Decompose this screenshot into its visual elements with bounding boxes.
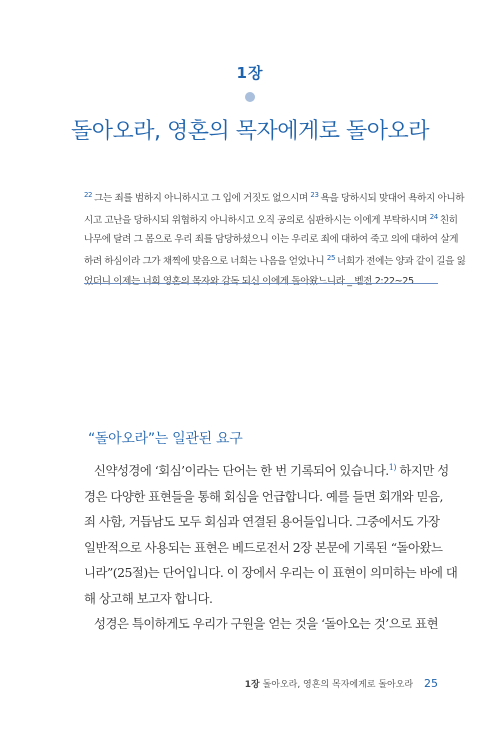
chapter-number: 1장 — [236, 64, 264, 82]
scripture-text: 그는 죄를 범하지 아니하시고 그 입에 거짓도 없으시며 — [94, 193, 311, 205]
verse-number: 22 — [84, 191, 93, 199]
chapter-title: 돌아오라, 영혼의 목자에게로 돌아오라 — [70, 119, 429, 144]
footer-chapter-title: 돌아오라, 영혼의 목자에게로 돌아오라 — [262, 680, 414, 690]
verse-number: 25 — [326, 254, 335, 263]
scripture-text: 나무에 달려 그 몸으로 우리 죄를 담당하셨으니 이는 우리로 죄에 대하여 죽고 의에 대하여 살게 — [84, 234, 459, 246]
body-text — [84, 455, 458, 637]
body-text-run: 죄 사함, 거듭남도 모두 회심과 연결된 용어들입니다. 그중에서도 가장 — [84, 514, 440, 530]
verse-number: 23 — [310, 191, 319, 199]
section-heading: “돌아오라”는 일관된 요구 — [88, 431, 243, 447]
scripture-text: 너희가 전에는 양과 같이 길을 잃 — [337, 256, 466, 268]
footnote-marker[interactable]: 1) — [388, 463, 396, 472]
body-text-run: 해 상고해 보고자 합니다. — [84, 590, 213, 606]
body-text-run: 일반적으로 사용되는 표현은 베드로전서 2장 본문에 기록된 “돌아왔느 — [84, 539, 443, 555]
body-text-run: 하지만 성 — [395, 463, 449, 479]
scripture-text: 욕을 당하시되 맞대어 욕하지 아니하 — [320, 193, 465, 205]
body-line — [84, 560, 458, 586]
body-line — [84, 455, 449, 484]
page-footer — [245, 677, 438, 690]
body-text-run: 신약성경에 ‘회심’이라는 단어는 한 번 기록되어 있습니다. — [94, 463, 389, 479]
chapter-dot-ornament — [245, 92, 255, 102]
scripture-line — [84, 249, 466, 271]
scripture-text: 었더니 이제는 너희 영혼의 목자와 감독 되신 이에게 돌아왔느니라 _ 벧전 2:22~25 — [84, 275, 414, 287]
body-text-run: 경은 다양한 표현들을 통해 회심을 언급합니다. 예를 들면 회개와 믿음, — [84, 488, 443, 504]
scripture-text: 친히 — [439, 215, 458, 227]
body-text-run: 성경은 특이하게도 우리가 구원을 얻는 것을 ‘돌아오는 것’으로 표현 — [94, 616, 439, 632]
body-line — [84, 611, 438, 637]
body-text-run: 니라”(25절)는 단어입니다. 이 장에서 우리는 이 표현이 의미하는 바에 대 — [84, 565, 458, 581]
scripture-line — [84, 230, 459, 249]
scripture-line — [84, 186, 465, 208]
body-line — [84, 535, 443, 561]
body-line — [84, 484, 443, 510]
scripture-line — [84, 272, 438, 291]
verse-number: 24 — [429, 213, 438, 222]
scripture-passage — [84, 186, 466, 291]
scripture-line — [84, 208, 458, 230]
body-line — [84, 586, 438, 612]
page-number: 25 — [424, 677, 438, 690]
section-divider — [84, 283, 438, 284]
footer-chapter-label: 1장 — [244, 680, 260, 690]
body-line — [84, 509, 438, 535]
scripture-text: 시고 고난을 당하시되 위협하지 아니하시고 오직 공의로 심판하시는 이에게 부탁하시며 — [84, 215, 430, 227]
scripture-text: 하려 하심이라 그가 채찍에 맞음으로 너희는 나음을 얻었나니 — [84, 256, 327, 268]
